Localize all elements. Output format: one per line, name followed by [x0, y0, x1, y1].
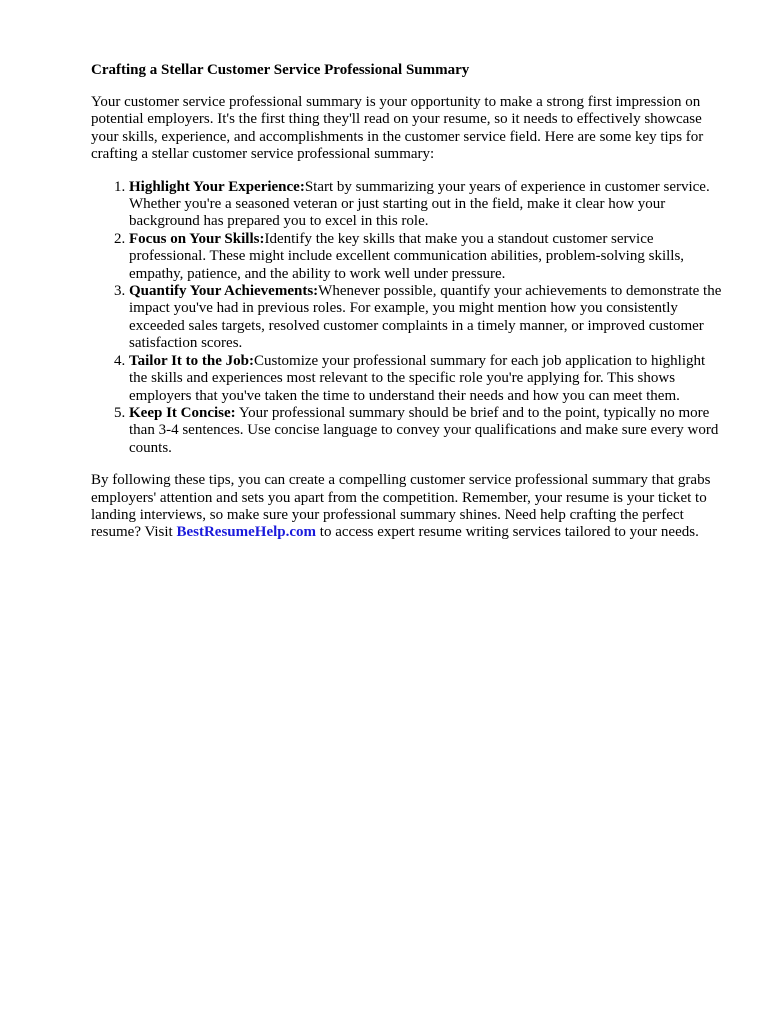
tips-list	[91, 179, 727, 458]
list-item	[129, 283, 727, 353]
tip-title: Quantify Your Achievements:	[129, 283, 319, 300]
tip-text: Start by summarizing your years of experience in customer service. Whether you're a seasoned veteran or just starting out in the field, make it clear how your background has prepared you to excel in this role.	[129, 178, 710, 230]
tip-title: Keep It Concise:	[129, 404, 236, 421]
tip-text: Identify the key skills that make you a standout customer service professional. These might include excellent communication abilities, problem-solving skills, empathy, patience, and the ability to work well under pressure.	[129, 230, 685, 282]
intro-paragraph: Your customer service professional summary is your opportunity to make a strong first impression on potential employers. It's the first thing they'll read on your resume, so it needs to effectively showcase your skills, experience, and accomplishments in the customer service field. Here are some key tips for crafting a stellar customer service professional summary:	[91, 94, 704, 163]
tip-text: Customize your professional summary for each job application to highlight the skills and experiences most relevant to the specific role you're applying for. This shows employers that you've taken the time to understand their needs and how you can meet them.	[129, 352, 706, 404]
closing-text-before-link: By following these tips, you can create a compelling customer service professional summary that grabs employers' attention and sets you apart from the competition. Remember, your resume is your ticket to landing interviews, so make sure your professional summary shines. Need help crafting the perfect resume? Visit	[91, 472, 711, 541]
tip-text: Your professional summary should be brief and to the point, typically no more than 3-4 sentences. Use concise language to convey your qualifications and make sure every word counts.	[129, 404, 719, 456]
tip-title: Tailor It to the Job:	[129, 352, 255, 369]
closing-paragraph	[91, 472, 727, 542]
tip-title: Highlight Your Experience:	[129, 178, 305, 195]
document-page	[91, 60, 727, 542]
document-title: Crafting a Stellar Customer Service Professional Summary	[91, 62, 470, 78]
list-item	[129, 405, 727, 457]
tip-title: Focus on Your Skills:	[129, 230, 265, 247]
list-item	[129, 231, 727, 283]
closing-text-after-link: to access expert resume writing services tailored to your needs.	[316, 524, 699, 541]
best-resume-help-link[interactable]: BestResumeHelp.com	[176, 524, 317, 541]
list-item	[129, 353, 727, 405]
list-item	[129, 179, 727, 231]
tip-text: Whenever possible, quantify your achievements to demonstrate the impact you've had in previous roles. For example, you might mention how you consistently exceeded sales targets, resolved customer complaints in a timely manner, or improved customer satisfaction scores.	[129, 283, 722, 352]
